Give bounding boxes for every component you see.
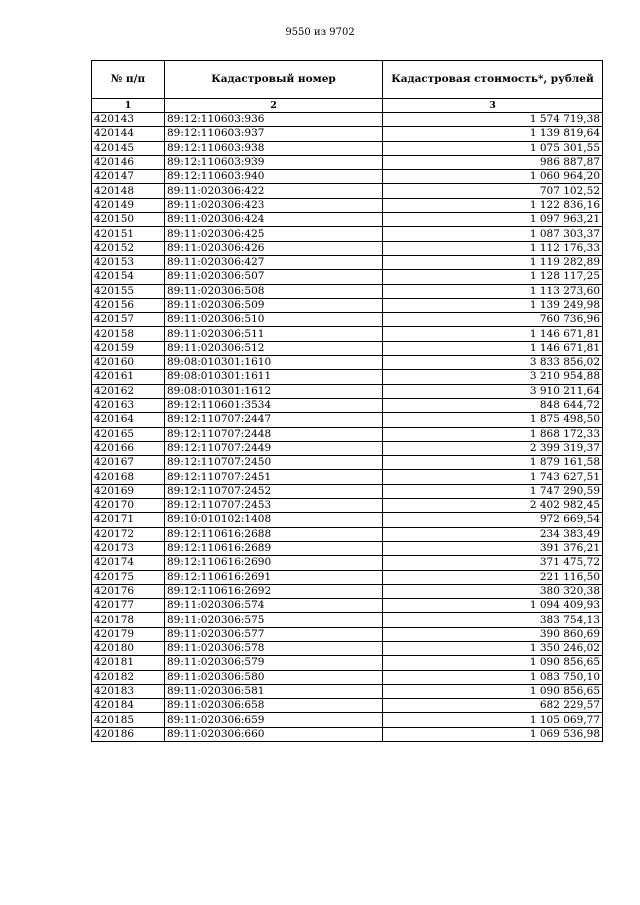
row-number-cell: 420171 (92, 513, 165, 527)
cadastral-value-cell: 221 116,50 (383, 570, 603, 584)
row-number-cell: 420184 (92, 699, 165, 713)
cadastral-value-cell: 1 747 290,59 (383, 484, 603, 498)
cadastral-number-cell: 89:11:020306:422 (165, 184, 383, 198)
row-number-cell: 420159 (92, 341, 165, 355)
cadastral-value-cell: 848 644,72 (383, 398, 603, 412)
cadastral-value-cell: 707 102,52 (383, 184, 603, 198)
row-number-cell: 420162 (92, 384, 165, 398)
cadastral-number-cell: 89:11:020306:507 (165, 270, 383, 284)
table-row (92, 270, 603, 284)
column-number: 3 (383, 99, 603, 113)
cadastral-number-cell: 89:12:110707:2452 (165, 484, 383, 498)
cadastral-number-cell: 89:12:110616:2688 (165, 527, 383, 541)
table-row (92, 713, 603, 727)
cadastral-value-cell: 1 350 246,02 (383, 641, 603, 655)
table-row (92, 127, 603, 141)
table-row (92, 113, 603, 127)
cadastral-number-cell: 89:11:020306:427 (165, 255, 383, 269)
cadastral-value-cell: 1 122 836,16 (383, 198, 603, 212)
row-number-cell: 420152 (92, 241, 165, 255)
table-row (92, 170, 603, 184)
cadastral-number-cell: 89:11:020306:512 (165, 341, 383, 355)
cadastral-number-cell: 89:12:110707:2450 (165, 456, 383, 470)
row-number-cell: 420170 (92, 499, 165, 513)
row-number-cell: 420150 (92, 213, 165, 227)
row-number-cell: 420164 (92, 413, 165, 427)
row-number-cell: 420161 (92, 370, 165, 384)
table-row (92, 255, 603, 269)
cadastral-value-cell: 972 669,54 (383, 513, 603, 527)
table-row (92, 227, 603, 241)
table-row (92, 684, 603, 698)
cadastral-number-cell: 89:12:110616:2692 (165, 584, 383, 598)
table-header-row (92, 61, 603, 99)
cadastral-number-cell: 89:11:020306:509 (165, 298, 383, 312)
table-row (92, 456, 603, 470)
row-number-cell: 420143 (92, 113, 165, 127)
cadastral-value-cell: 1 094 409,93 (383, 599, 603, 613)
cadastral-number-cell: 89:11:020306:577 (165, 627, 383, 641)
table-row (92, 184, 603, 198)
table-body (92, 113, 603, 742)
page-number: 9550 из 9702 (285, 27, 355, 38)
table-row (92, 656, 603, 670)
row-number-cell: 420177 (92, 599, 165, 613)
row-number-cell: 420183 (92, 684, 165, 698)
row-number-cell: 420153 (92, 255, 165, 269)
cadastral-value-cell: 1 060 964,20 (383, 170, 603, 184)
cadastral-value-cell: 1 875 498,50 (383, 413, 603, 427)
table-row (92, 356, 603, 370)
table-row (92, 413, 603, 427)
table-row (92, 427, 603, 441)
header-cadastral-number: Кадастровый номер (165, 61, 383, 99)
row-number-cell: 420148 (92, 184, 165, 198)
table-row (92, 699, 603, 713)
row-number-cell: 420174 (92, 556, 165, 570)
cadastral-number-cell: 89:11:020306:424 (165, 213, 383, 227)
row-number-cell: 420175 (92, 570, 165, 584)
cadastral-value-cell: 383 754,13 (383, 613, 603, 627)
cadastral-number-cell: 89:08:010301:1612 (165, 384, 383, 398)
cadastral-number-cell: 89:12:110707:2453 (165, 499, 383, 513)
table-row (92, 398, 603, 412)
cadastral-number-cell: 89:12:110707:2451 (165, 470, 383, 484)
column-number: 1 (92, 99, 165, 113)
cadastral-value-cell: 234 383,49 (383, 527, 603, 541)
cadastral-number-cell: 89:11:020306:508 (165, 284, 383, 298)
cadastral-value-cell: 1 146 671,81 (383, 327, 603, 341)
row-number-cell: 420178 (92, 613, 165, 627)
cadastral-number-cell: 89:12:110603:936 (165, 113, 383, 127)
cadastral-number-cell: 89:11:020306:579 (165, 656, 383, 670)
table-row (92, 384, 603, 398)
cadastral-number-cell: 89:10:010102:1408 (165, 513, 383, 527)
row-number-cell: 420154 (92, 270, 165, 284)
cadastral-value-cell: 3 210 954,88 (383, 370, 603, 384)
row-number-cell: 420165 (92, 427, 165, 441)
table-row (92, 341, 603, 355)
row-number-cell: 420146 (92, 155, 165, 169)
cadastral-number-cell: 89:11:020306:426 (165, 241, 383, 255)
row-number-cell: 420156 (92, 298, 165, 312)
cadastral-number-cell: 89:11:020306:578 (165, 641, 383, 655)
header-row-number: № п/п (92, 61, 165, 99)
table-row (92, 198, 603, 212)
cadastral-number-cell: 89:11:020306:575 (165, 613, 383, 627)
row-number-cell: 420185 (92, 713, 165, 727)
cadastral-number-cell: 89:11:020306:423 (165, 198, 383, 212)
cadastral-number-cell: 89:12:110603:937 (165, 127, 383, 141)
cadastral-number-cell: 89:12:110603:938 (165, 141, 383, 155)
cadastral-value-cell: 1 574 719,38 (383, 113, 603, 127)
cadastral-value-cell: 391 376,21 (383, 541, 603, 555)
cadastral-number-cell: 89:12:110616:2690 (165, 556, 383, 570)
cadastral-value-cell: 1 139 819,64 (383, 127, 603, 141)
row-number-cell: 420157 (92, 313, 165, 327)
cadastral-value-cell: 1 075 301,55 (383, 141, 603, 155)
table-row (92, 727, 603, 741)
table-row (92, 484, 603, 498)
table-row (92, 527, 603, 541)
table-row (92, 670, 603, 684)
cadastral-number-cell: 89:12:110603:940 (165, 170, 383, 184)
row-number-cell: 420155 (92, 284, 165, 298)
table-row (92, 613, 603, 627)
table-row (92, 241, 603, 255)
cadastral-number-cell: 89:08:010301:1610 (165, 356, 383, 370)
table-row (92, 470, 603, 484)
row-number-cell: 420144 (92, 127, 165, 141)
row-number-cell: 420147 (92, 170, 165, 184)
cadastral-value-cell: 2 402 982,45 (383, 499, 603, 513)
cadastral-value-cell: 1 139 249,98 (383, 298, 603, 312)
row-number-cell: 420181 (92, 656, 165, 670)
table-row (92, 370, 603, 384)
row-number-cell: 420163 (92, 398, 165, 412)
table-row (92, 513, 603, 527)
cadastral-number-cell: 89:12:110616:2689 (165, 541, 383, 555)
cadastral-value-cell: 1 083 750,10 (383, 670, 603, 684)
row-number-cell: 420168 (92, 470, 165, 484)
cadastral-value-table (91, 60, 603, 742)
cadastral-number-cell: 89:08:010301:1611 (165, 370, 383, 384)
table-row (92, 141, 603, 155)
table-row (92, 298, 603, 312)
cadastral-value-cell: 1 743 627,51 (383, 470, 603, 484)
table-row (92, 627, 603, 641)
table-row (92, 556, 603, 570)
table-row (92, 641, 603, 655)
cadastral-number-cell: 89:11:020306:425 (165, 227, 383, 241)
cadastral-value-cell: 371 475,72 (383, 556, 603, 570)
cadastral-number-cell: 89:11:020306:581 (165, 684, 383, 698)
column-number-row (92, 99, 603, 113)
cadastral-number-cell: 89:11:020306:510 (165, 313, 383, 327)
cadastral-value-cell: 3 833 856,02 (383, 356, 603, 370)
row-number-cell: 420160 (92, 356, 165, 370)
cadastral-number-cell: 89:11:020306:511 (165, 327, 383, 341)
cadastral-value-cell: 1 879 161,58 (383, 456, 603, 470)
row-number-cell: 420186 (92, 727, 165, 741)
cadastral-value-cell: 2 399 319,37 (383, 441, 603, 455)
cadastral-number-cell: 89:12:110707:2447 (165, 413, 383, 427)
table-row (92, 570, 603, 584)
row-number-cell: 420151 (92, 227, 165, 241)
table-row (92, 213, 603, 227)
cadastral-number-cell: 89:12:110603:939 (165, 155, 383, 169)
table-row (92, 284, 603, 298)
cadastral-value-cell: 1 868 172,33 (383, 427, 603, 441)
cadastral-number-cell: 89:11:020306:580 (165, 670, 383, 684)
cadastral-number-cell: 89:12:110707:2448 (165, 427, 383, 441)
cadastral-number-cell: 89:11:020306:659 (165, 713, 383, 727)
row-number-cell: 420173 (92, 541, 165, 555)
cadastral-value-cell: 390 860,69 (383, 627, 603, 641)
cadastral-number-cell: 89:11:020306:660 (165, 727, 383, 741)
cadastral-number-cell: 89:12:110616:2691 (165, 570, 383, 584)
row-number-cell: 420172 (92, 527, 165, 541)
cadastral-number-cell: 89:11:020306:658 (165, 699, 383, 713)
table-row (92, 441, 603, 455)
table-row (92, 584, 603, 598)
cadastral-value-cell: 1 097 963,21 (383, 213, 603, 227)
cadastral-value-cell: 1 087 303,37 (383, 227, 603, 241)
cadastral-value-cell: 1 112 176,33 (383, 241, 603, 255)
cadastral-value-cell: 1 146 671,81 (383, 341, 603, 355)
cadastral-value-cell: 682 229,57 (383, 699, 603, 713)
table-row (92, 313, 603, 327)
row-number-cell: 420166 (92, 441, 165, 455)
header-cadastral-value: Кадастровая стоимость*, рублей (383, 61, 603, 99)
cadastral-value-cell: 1 090 856,65 (383, 684, 603, 698)
row-number-cell: 420182 (92, 670, 165, 684)
cadastral-value-cell: 3 910 211,64 (383, 384, 603, 398)
cadastral-value-cell: 1 105 069,77 (383, 713, 603, 727)
table-row (92, 599, 603, 613)
cadastral-value-cell: 1 113 273,60 (383, 284, 603, 298)
cadastral-value-cell: 760 736,96 (383, 313, 603, 327)
row-number-cell: 420176 (92, 584, 165, 598)
row-number-cell: 420158 (92, 327, 165, 341)
cadastral-number-cell: 89:11:020306:574 (165, 599, 383, 613)
row-number-cell: 420149 (92, 198, 165, 212)
table-row (92, 155, 603, 169)
row-number-cell: 420179 (92, 627, 165, 641)
cadastral-value-cell: 380 320,38 (383, 584, 603, 598)
table-row (92, 499, 603, 513)
table-row (92, 327, 603, 341)
cadastral-number-cell: 89:12:110707:2449 (165, 441, 383, 455)
row-number-cell: 420180 (92, 641, 165, 655)
column-number: 2 (165, 99, 383, 113)
row-number-cell: 420167 (92, 456, 165, 470)
cadastral-value-cell: 1 128 117,25 (383, 270, 603, 284)
table-row (92, 541, 603, 555)
row-number-cell: 420169 (92, 484, 165, 498)
cadastral-number-cell: 89:12:110601:3534 (165, 398, 383, 412)
cadastral-value-cell: 1 069 536,98 (383, 727, 603, 741)
cadastral-value-cell: 1 119 282,89 (383, 255, 603, 269)
cadastral-value-cell: 1 090 856,65 (383, 656, 603, 670)
cadastral-value-cell: 986 887,87 (383, 155, 603, 169)
row-number-cell: 420145 (92, 141, 165, 155)
